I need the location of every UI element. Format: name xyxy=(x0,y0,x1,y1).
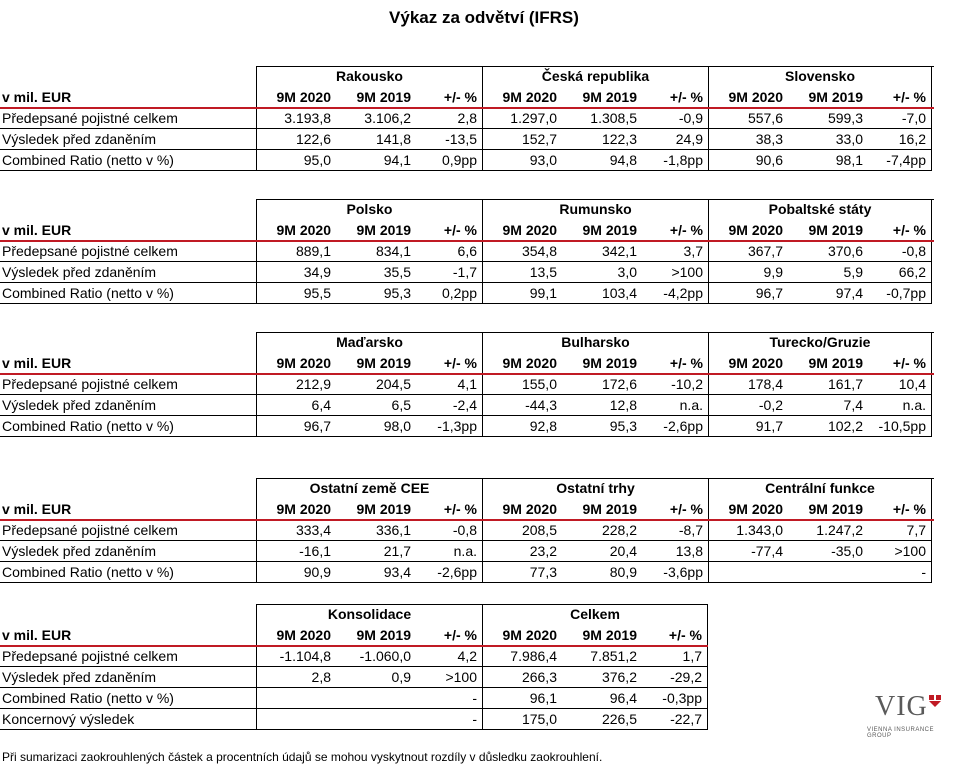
value-cell: 34,9 xyxy=(256,262,336,283)
value-cell: 92,8 xyxy=(482,416,562,437)
value-cell: -29,2 xyxy=(642,667,708,688)
column-header: 9M 2019 xyxy=(808,89,863,105)
value-cell: 6,4 xyxy=(256,395,336,416)
column-header: 9M 2020 xyxy=(256,625,336,646)
value-cell: 7,7 xyxy=(868,520,932,541)
segment-grid xyxy=(0,66,932,171)
value-cell: 834,1 xyxy=(336,241,416,262)
segment-name: Celkem xyxy=(482,604,708,625)
logo-mark-icon xyxy=(929,695,941,707)
value-cell: 24,9 xyxy=(642,129,708,150)
row-label: Výsledek před zdaněním xyxy=(0,262,256,283)
value-cell: 4,2 xyxy=(416,646,482,667)
value-cell: 6,5 xyxy=(336,395,416,416)
value-cell: 152,7 xyxy=(482,129,562,150)
row-label: Výsledek před zdaněním xyxy=(0,395,256,416)
value-cell: 599,3 xyxy=(788,108,868,129)
value-cell: 80,9 xyxy=(562,562,642,583)
value-cell: 367,7 xyxy=(708,241,788,262)
value-cell: 376,2 xyxy=(562,667,642,688)
row-label: Předepsané pojistné celkem xyxy=(0,520,256,541)
value-cell: n.a. xyxy=(868,395,932,416)
empty-cell xyxy=(708,667,788,688)
column-header: 9M 2020 xyxy=(482,499,562,520)
column-header: +/- % xyxy=(443,355,477,371)
value-cell: 102,2 xyxy=(788,416,868,437)
empty-cell xyxy=(708,709,788,730)
value-cell: 0,9 xyxy=(336,667,416,688)
value-cell: 33,0 xyxy=(788,129,868,150)
value-cell: 95,5 xyxy=(256,283,336,304)
value-cell: 1.297,0 xyxy=(482,108,562,129)
row-label: Předepsané pojistné celkem xyxy=(0,646,256,667)
value-cell: -10,5pp xyxy=(868,416,932,437)
empty-cell xyxy=(788,646,868,667)
value-cell: 208,5 xyxy=(482,520,562,541)
value-cell: 96,1 xyxy=(482,688,562,709)
value-cell: 66,2 xyxy=(868,262,932,283)
value-cell: 7.851,2 xyxy=(562,646,642,667)
value-cell: 90,6 xyxy=(708,150,788,171)
column-header: +/- % xyxy=(868,87,932,108)
row-label: Výsledek před zdaněním xyxy=(0,667,256,688)
value-cell: -1,3pp xyxy=(416,416,482,437)
column-header: 9M 2019 xyxy=(356,222,411,238)
column-header: 9M 2020 xyxy=(482,353,562,374)
header-separator-line xyxy=(0,373,934,375)
value-cell: 1,7 xyxy=(642,646,708,667)
value-cell: 3,7 xyxy=(642,241,708,262)
logo-subtext: VIENNA INSURANCE GROUP xyxy=(867,727,935,739)
value-cell: 2,8 xyxy=(416,108,482,129)
header-separator-line xyxy=(0,519,934,521)
empty-corner-cell xyxy=(0,478,256,499)
empty-cell xyxy=(868,646,932,667)
value-cell: 178,4 xyxy=(708,374,788,395)
value-cell: >100 xyxy=(416,667,482,688)
value-cell: 94,1 xyxy=(336,150,416,171)
value-cell: 77,3 xyxy=(482,562,562,583)
value-cell: 7,4 xyxy=(788,395,868,416)
column-header: +/- % xyxy=(669,501,703,517)
empty-corner-cell xyxy=(0,604,256,625)
empty-cell xyxy=(708,604,932,625)
value-cell: 99,1 xyxy=(482,283,562,304)
segment-name: Rakousko xyxy=(256,66,482,87)
unit-label: v mil. EUR xyxy=(2,355,72,371)
value-cell: -0,9 xyxy=(642,108,708,129)
value-cell: 354,8 xyxy=(482,241,562,262)
value-cell: 0,2pp xyxy=(416,283,482,304)
row-label: Výsledek před zdaněním xyxy=(0,129,256,150)
empty-cell xyxy=(788,625,868,646)
column-header: 9M 2020 xyxy=(256,353,336,374)
column-header: 9M 2019 xyxy=(582,627,637,643)
column-header: 9M 2019 xyxy=(356,627,411,643)
unit-label: v mil. EUR xyxy=(2,222,72,238)
value-cell: 9,9 xyxy=(708,262,788,283)
row-label: Výsledek před zdaněním xyxy=(0,541,256,562)
value-cell: -2,6pp xyxy=(642,416,708,437)
value-cell: 889,1 xyxy=(256,241,336,262)
column-header: 9M 2019 xyxy=(582,355,637,371)
value-cell: -35,0 xyxy=(788,541,868,562)
value-cell: -8,7 xyxy=(642,520,708,541)
empty-corner-cell xyxy=(0,332,256,353)
value-cell: 21,7 xyxy=(336,541,416,562)
column-header: 9M 2019 xyxy=(808,355,863,371)
value-cell: 175,0 xyxy=(482,709,562,730)
value-cell: n.a. xyxy=(416,541,482,562)
value-cell: 12,8 xyxy=(562,395,642,416)
value-cell: 342,1 xyxy=(562,241,642,262)
row-label: Předepsané pojistné celkem xyxy=(0,241,256,262)
value-cell: -0,8 xyxy=(416,520,482,541)
value-cell: 557,6 xyxy=(708,108,788,129)
segment-name: Turecko/Gruzie xyxy=(708,332,932,353)
value-cell xyxy=(256,688,336,709)
table-top-border xyxy=(256,66,934,67)
column-header: 9M 2019 xyxy=(582,222,637,238)
column-header: 9M 2020 xyxy=(708,353,788,374)
value-cell: - xyxy=(868,562,932,583)
segment-name: Ostatní trhy xyxy=(482,478,708,499)
segment-name: Maďarsko xyxy=(256,332,482,353)
empty-cell xyxy=(788,667,868,688)
value-cell: 1.343,0 xyxy=(708,520,788,541)
column-header: 9M 2019 xyxy=(808,222,863,238)
value-cell: 336,1 xyxy=(336,520,416,541)
value-cell: -0,3pp xyxy=(642,688,708,709)
row-label: Combined Ratio (netto v %) xyxy=(0,416,256,437)
value-cell: 370,6 xyxy=(788,241,868,262)
segment-grid xyxy=(0,199,932,304)
column-header: +/- % xyxy=(669,222,703,238)
unit-label: v mil. EUR xyxy=(2,627,72,643)
segment-name: Bulharsko xyxy=(482,332,708,353)
value-cell xyxy=(336,709,416,730)
value-cell: -2,6pp xyxy=(416,562,482,583)
value-cell: -10,2 xyxy=(642,374,708,395)
column-header: 9M 2020 xyxy=(256,87,336,108)
value-cell: 23,2 xyxy=(482,541,562,562)
value-cell xyxy=(336,688,416,709)
value-cell: 172,6 xyxy=(562,374,642,395)
value-cell: 155,0 xyxy=(482,374,562,395)
table-top-border xyxy=(256,199,934,200)
column-header: 9M 2019 xyxy=(582,89,637,105)
value-cell: -3,6pp xyxy=(642,562,708,583)
empty-cell xyxy=(708,646,788,667)
value-cell: -13,5 xyxy=(416,129,482,150)
column-header: 9M 2019 xyxy=(356,89,411,105)
column-header: +/- % xyxy=(868,220,932,241)
value-cell: -1,8pp xyxy=(642,150,708,171)
segment-name: Polsko xyxy=(256,199,482,220)
value-cell: 38,3 xyxy=(708,129,788,150)
value-cell: - xyxy=(416,709,482,730)
column-header: +/- % xyxy=(443,222,477,238)
column-header: 9M 2020 xyxy=(256,220,336,241)
value-cell: 212,9 xyxy=(256,374,336,395)
column-header: +/- % xyxy=(669,89,703,105)
segment-grid xyxy=(0,604,932,730)
value-cell: -1,7 xyxy=(416,262,482,283)
row-label: Předepsané pojistné celkem xyxy=(0,374,256,395)
column-header: 9M 2019 xyxy=(356,501,411,517)
header-separator-line xyxy=(0,107,934,109)
value-cell: 95,3 xyxy=(336,283,416,304)
value-cell: 13,5 xyxy=(482,262,562,283)
value-cell: 35,5 xyxy=(336,262,416,283)
value-cell: 122,6 xyxy=(256,129,336,150)
value-cell: 93,4 xyxy=(336,562,416,583)
value-cell: 4,1 xyxy=(416,374,482,395)
column-header: 9M 2020 xyxy=(708,87,788,108)
value-cell: - xyxy=(416,688,482,709)
value-cell: 96,4 xyxy=(562,688,642,709)
value-cell: -77,4 xyxy=(708,541,788,562)
value-cell: 161,7 xyxy=(788,374,868,395)
empty-corner-cell xyxy=(0,199,256,220)
value-cell: 103,4 xyxy=(562,283,642,304)
logo-text: VIG xyxy=(875,691,928,722)
row-label: Combined Ratio (netto v %) xyxy=(0,562,256,583)
value-cell: n.a. xyxy=(642,395,708,416)
value-cell: 20,4 xyxy=(562,541,642,562)
row-label: Combined Ratio (netto v %) xyxy=(0,283,256,304)
column-header: 9M 2020 xyxy=(708,220,788,241)
segment-name: Slovensko xyxy=(708,66,932,87)
empty-cell xyxy=(788,688,868,709)
value-cell: -2,4 xyxy=(416,395,482,416)
table-top-border xyxy=(256,332,934,333)
value-cell: 95,0 xyxy=(256,150,336,171)
value-cell: 98,1 xyxy=(788,150,868,171)
empty-cell xyxy=(788,709,868,730)
value-cell xyxy=(256,709,336,730)
segment-name: Konsolidace xyxy=(256,604,482,625)
empty-cell xyxy=(868,625,932,646)
value-cell: 91,7 xyxy=(708,416,788,437)
value-cell: 141,8 xyxy=(336,129,416,150)
vig-logo xyxy=(865,693,955,738)
value-cell: 90,9 xyxy=(256,562,336,583)
segment-name: Pobaltské státy xyxy=(708,199,932,220)
column-header: 9M 2020 xyxy=(482,87,562,108)
table-top-border xyxy=(256,478,934,479)
value-cell: 97,4 xyxy=(788,283,868,304)
value-cell: -1.104,8 xyxy=(256,646,336,667)
value-cell: 204,5 xyxy=(336,374,416,395)
column-header: +/- % xyxy=(443,89,477,105)
segment-name: Centrální funkce xyxy=(708,478,932,499)
segment-name: Rumunsko xyxy=(482,199,708,220)
column-header: +/- % xyxy=(642,625,708,646)
value-cell: 1.308,5 xyxy=(562,108,642,129)
page-title: Výkaz za odvětví (IFRS) xyxy=(389,8,579,27)
value-cell: -16,1 xyxy=(256,541,336,562)
value-cell: -7,4pp xyxy=(868,150,932,171)
segment-name: Ostatní země CEE xyxy=(256,478,482,499)
value-cell: 13,8 xyxy=(642,541,708,562)
value-cell: 7.986,4 xyxy=(482,646,562,667)
column-header: +/- % xyxy=(669,355,703,371)
value-cell: 98,0 xyxy=(336,416,416,437)
row-label: Koncernový výsledek xyxy=(0,709,256,730)
value-cell: -22,7 xyxy=(642,709,708,730)
column-header: +/- % xyxy=(443,501,477,517)
value-cell: 1.247,2 xyxy=(788,520,868,541)
column-header: +/- % xyxy=(868,353,932,374)
value-cell xyxy=(708,562,788,583)
empty-corner-cell xyxy=(0,66,256,87)
header-separator-line xyxy=(0,240,934,242)
unit-label: v mil. EUR xyxy=(2,89,72,105)
row-label: Předepsané pojistné celkem xyxy=(0,108,256,129)
value-cell: 0,9pp xyxy=(416,150,482,171)
segment-grid xyxy=(0,478,932,583)
row-label: Combined Ratio (netto v %) xyxy=(0,688,256,709)
value-cell: -0,7pp xyxy=(868,283,932,304)
value-cell: 6,6 xyxy=(416,241,482,262)
value-cell: -4,2pp xyxy=(642,283,708,304)
column-header: +/- % xyxy=(868,499,932,520)
column-header: +/- % xyxy=(443,627,477,643)
value-cell: 122,3 xyxy=(562,129,642,150)
column-header: 9M 2020 xyxy=(482,625,562,646)
value-cell: -44,3 xyxy=(482,395,562,416)
value-cell: >100 xyxy=(642,262,708,283)
value-cell: -7,0 xyxy=(868,108,932,129)
value-cell: 93,0 xyxy=(482,150,562,171)
value-cell: 266,3 xyxy=(482,667,562,688)
value-cell: 96,7 xyxy=(256,416,336,437)
row-label: Combined Ratio (netto v %) xyxy=(0,150,256,171)
value-cell: >100 xyxy=(868,541,932,562)
header-separator-line xyxy=(0,645,708,647)
value-cell xyxy=(788,562,868,583)
value-cell: -1.060,0 xyxy=(336,646,416,667)
value-cell: -0,8 xyxy=(868,241,932,262)
footnote: Při sumarizaci zaokrouhlených částek a procentních údajů se mohou vyskytnout rozdíly v důsledku zaokrouhlení. xyxy=(2,750,603,764)
value-cell: 10,4 xyxy=(868,374,932,395)
value-cell: 16,2 xyxy=(868,129,932,150)
table-top-border xyxy=(256,604,708,605)
value-cell: 96,7 xyxy=(708,283,788,304)
empty-cell xyxy=(708,688,788,709)
value-cell: 94,8 xyxy=(562,150,642,171)
empty-cell xyxy=(708,625,788,646)
value-cell: 5,9 xyxy=(788,262,868,283)
column-header: 9M 2020 xyxy=(256,499,336,520)
value-cell: 3.193,8 xyxy=(256,108,336,129)
value-cell: 228,2 xyxy=(562,520,642,541)
column-header: 9M 2020 xyxy=(482,220,562,241)
column-header: 9M 2019 xyxy=(356,355,411,371)
segment-name: Česká republika xyxy=(482,66,708,87)
value-cell: 226,5 xyxy=(562,709,642,730)
value-cell: 2,8 xyxy=(256,667,336,688)
column-header: 9M 2020 xyxy=(708,499,788,520)
segment-grid xyxy=(0,332,932,437)
value-cell: 333,4 xyxy=(256,520,336,541)
column-header: 9M 2019 xyxy=(582,501,637,517)
value-cell: -0,2 xyxy=(708,395,788,416)
value-cell: 95,3 xyxy=(562,416,642,437)
value-cell: 3,0 xyxy=(562,262,642,283)
value-cell: 3.106,2 xyxy=(336,108,416,129)
empty-cell xyxy=(868,667,932,688)
unit-label: v mil. EUR xyxy=(2,501,72,517)
column-header: 9M 2019 xyxy=(808,501,863,517)
